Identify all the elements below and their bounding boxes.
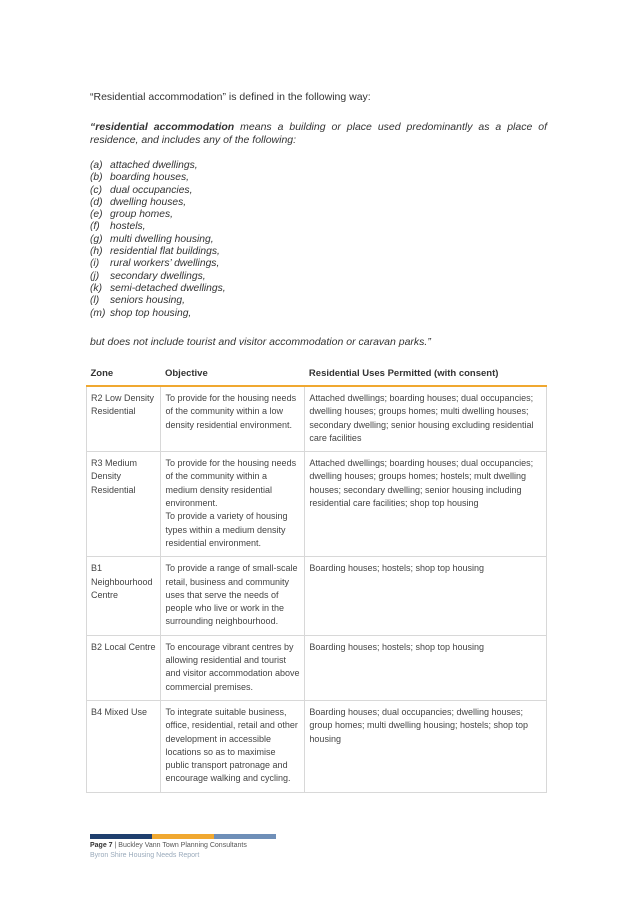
- header-uses: Residential Uses Permitted (with consent): [305, 362, 547, 386]
- header-zone: Zone: [87, 362, 161, 386]
- list-item: [90, 209, 226, 221]
- cell-uses: Attached dwellings; boarding houses; dual occupancies; dwelling houses; groups homes; hostels; mult dwelling houses; secondary dwelling; senior housing including residential care facilities; shop top housing: [305, 452, 547, 557]
- list-label: (h): [90, 246, 103, 258]
- list-item: [90, 234, 226, 246]
- list-text: seniors housing,: [110, 295, 185, 307]
- cell-zone: R2 Low Density Residential: [87, 386, 161, 452]
- header-objective: Objective: [161, 362, 305, 386]
- cell-zone: B2 Local Centre: [87, 635, 161, 700]
- list-text: dual occupancies,: [110, 184, 193, 196]
- list-item: [90, 185, 226, 197]
- cell-uses: Boarding houses; hostels; shop top housing: [305, 557, 547, 635]
- list-item: [90, 221, 226, 233]
- table-row: [87, 386, 547, 452]
- table-header-row: [87, 362, 547, 386]
- footer-color-bar: [90, 834, 276, 839]
- list-label: (a): [90, 160, 103, 171]
- list-text: shop top housing,: [110, 307, 192, 319]
- list-item: [90, 246, 226, 258]
- zones-table: [86, 362, 547, 793]
- cell-zone: B1 Neighbourhood Centre: [87, 557, 161, 635]
- definition-text: means a building or place used predominantly as a place of residence, and includes any of the following:: [90, 121, 547, 146]
- list-label: (l): [90, 295, 100, 307]
- list-text: residential flat buildings,: [110, 246, 220, 258]
- list-text: boarding houses,: [110, 172, 190, 184]
- list-text: attached dwellings,: [110, 160, 198, 171]
- list-label: (e): [90, 209, 103, 221]
- cell-objective: To provide for the housing needs of the community within a medium density residential environment. To provide a variety of housing types within a medium density residential environment.: [161, 452, 305, 557]
- footer-company: | Buckley Vann Town Planning Consultants: [112, 842, 247, 849]
- list-item: [90, 308, 226, 320]
- cell-objective: To provide a range of small-scale retail, business and community uses that serve the needs of people who live or work in the surrounding neighbourhood.: [161, 557, 305, 635]
- list-label: (f): [90, 221, 100, 233]
- table-row: [87, 452, 547, 557]
- footer-page-line: [90, 842, 247, 849]
- cell-uses: Attached dwellings; boarding houses; dual occupancies; dwelling houses; groups homes; multi dwelling houses; secondary dwelling; senior housing excluding residential care facilities: [305, 386, 547, 452]
- table-row: [87, 700, 547, 792]
- table-row: [87, 635, 547, 700]
- list-item: [90, 197, 226, 209]
- list-item: [90, 283, 226, 295]
- footer-bar-segment: [90, 834, 152, 839]
- cell-uses: Boarding houses; hostels; shop top housing: [305, 635, 547, 700]
- intro-text: “Residential accommodation” is defined in the following way:: [90, 91, 371, 103]
- use-list: [90, 160, 226, 320]
- list-label: (k): [90, 282, 103, 294]
- cell-zone: B4 Mixed Use: [87, 700, 161, 792]
- list-label: (c): [90, 184, 103, 196]
- list-text: group homes,: [110, 209, 173, 221]
- list-label: (j): [90, 270, 100, 282]
- cell-zone: R3 Medium Density Residential: [87, 452, 161, 557]
- list-item: [90, 172, 226, 184]
- table-row: [87, 557, 547, 635]
- definition-paragraph: [90, 121, 547, 147]
- list-label: (d): [90, 196, 103, 208]
- footer-bar-segment: [214, 834, 276, 839]
- list-item: [90, 258, 226, 270]
- footer-report-title: Byron Shire Housing Needs Report: [90, 852, 200, 859]
- list-label: (g): [90, 233, 103, 245]
- footer-bar-segment: [152, 834, 214, 839]
- list-label: (b): [90, 172, 103, 184]
- list-item: [90, 271, 226, 283]
- closing-text: but does not include tourist and visitor accommodation or caravan parks.”: [90, 336, 431, 348]
- cell-objective: To provide for the housing needs of the community within a low density residential environment.: [161, 386, 305, 452]
- list-item: [90, 160, 226, 172]
- list-text: secondary dwellings,: [110, 270, 206, 282]
- list-text: hostels,: [110, 221, 146, 233]
- cell-uses: Boarding houses; dual occupancies; dwelling houses; group homes; multi dwelling housing; hostels; shop top housing: [305, 700, 547, 792]
- cell-objective: To encourage vibrant centres by allowing residential and tourist and visitor accommodation above commercial premises.: [161, 635, 305, 700]
- cell-objective: To integrate suitable business, office, residential, retail and other development in accessible locations so as to maximise public transport patronage and encourage walking and cycling.: [161, 700, 305, 792]
- list-item: [90, 295, 226, 307]
- list-text: semi-detached dwellings,: [110, 282, 226, 294]
- page-number: Page 7: [90, 842, 113, 849]
- list-label: (m): [90, 307, 106, 319]
- list-text: multi dwelling housing,: [110, 233, 214, 245]
- definition-term: “residential accommodation: [90, 121, 235, 133]
- list-text: dwelling houses,: [110, 196, 187, 208]
- list-label: (i): [90, 258, 100, 270]
- list-text: rural workers’ dwellings,: [110, 258, 220, 270]
